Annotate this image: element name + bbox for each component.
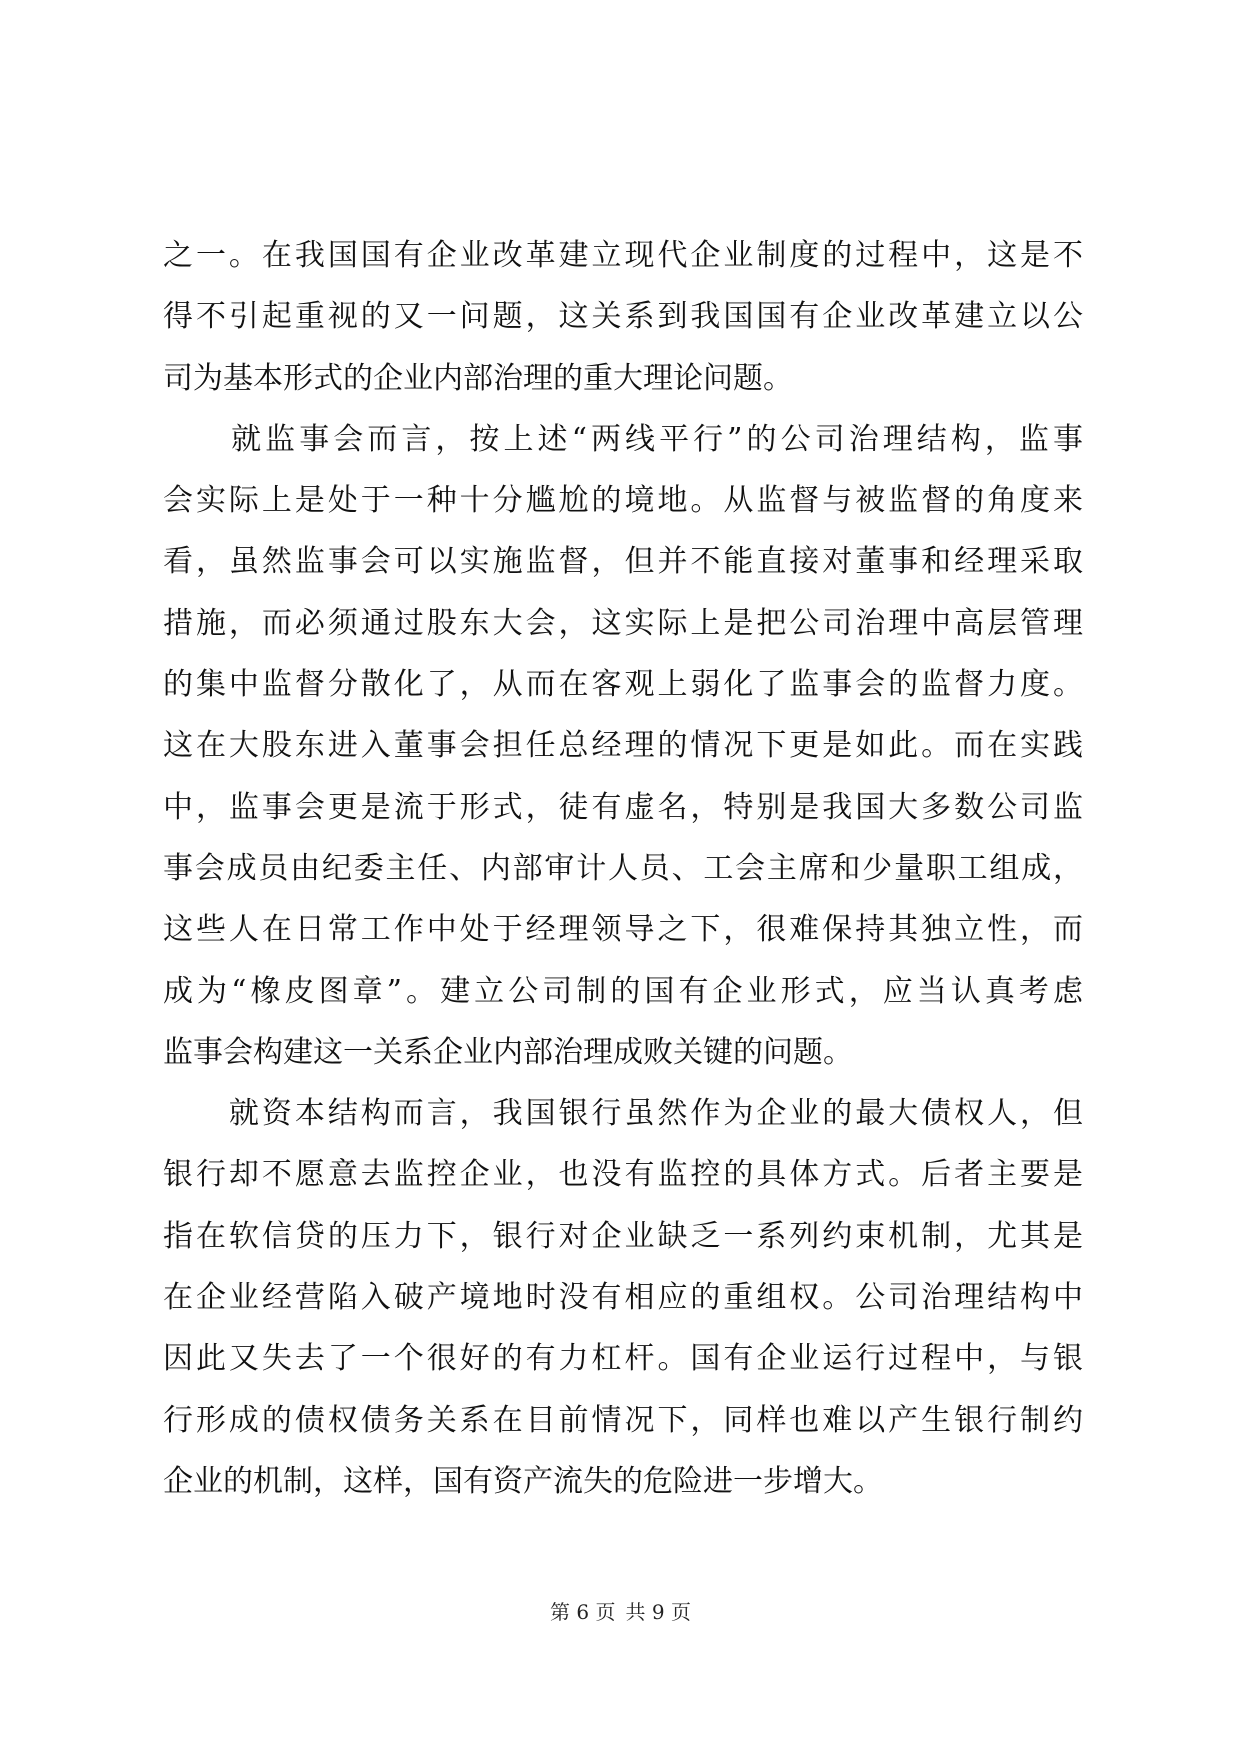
text-line: 企业的机制，这样，国有资产流失的危险进一步增大。 <box>163 1463 883 1499</box>
text-line: 就资本结构而言，我国银行虽然作为企业的最大债权人，但 <box>163 1096 1083 1132</box>
text-line: 的集中监督分散化了，从而在客观上弱化了监事会的监督力度。 <box>163 667 1083 703</box>
text-line: 监事会构建这一关系企业内部治理成败关键的问题。 <box>163 1034 853 1070</box>
page-number: 第 6 页 <box>550 1600 616 1624</box>
text-line: 行形成的债权债务关系在目前情况下，同样也难以产生银行制约 <box>163 1402 1083 1438</box>
text-line: 指在软信贷的压力下，银行对企业缺乏一系列约束机制，尤其是 <box>163 1218 1083 1254</box>
text-line: 因此又失去了一个很好的有力杠杆。国有企业运行过程中，与银 <box>163 1341 1083 1377</box>
text-line: 银行却不愿意去监控企业，也没有监控的具体方式。后者主要是 <box>163 1157 1083 1193</box>
text-line: 之一。在我国国有企业改革建立现代企业制度的过程中，这是不 <box>163 238 1083 273</box>
text-line: 这些人在日常工作中处于经理领导之下，很难保持其独立性，而 <box>163 912 1083 948</box>
text-line: 看，虽然监事会可以实施监督，但并不能直接对董事和经理采取 <box>163 544 1083 580</box>
text-line: 成为“橡皮图章”。建立公司制的国有企业形式，应当认真考虑 <box>163 973 1083 1009</box>
text-line: 在企业经营陷入破产境地时没有相应的重组权。公司治理结构中 <box>163 1280 1083 1316</box>
text-line: 就监事会而言，按上述“两线平行”的公司治理结构，监事 <box>163 421 1083 457</box>
body-text <box>163 225 1083 1512</box>
text-line: 得不引起重视的又一问题，这关系到我国国有企业改革建立以公 <box>163 299 1083 335</box>
text-line: 措施，而必须通过股东大会，这实际上是把公司治理中高层管理 <box>163 605 1083 641</box>
text-line: 会实际上是处于一种十分尴尬的境地。从监督与被监督的角度来 <box>163 483 1083 519</box>
page-total: 共 9 页 <box>625 1600 691 1624</box>
text-line: 中，监事会更是流于形式，徒有虚名，特别是我国大多数公司监 <box>163 789 1083 825</box>
page-footer <box>0 1598 1241 1626</box>
text-line: 这在大股东进入董事会担任总经理的情况下更是如此。而在实践 <box>163 728 1083 764</box>
text-line: 事会成员由纪委主任、内部审计人员、工会主席和少量职工组成， <box>163 850 1083 886</box>
text-line: 司为基本形式的企业内部治理的重大理论问题。 <box>163 360 793 396</box>
